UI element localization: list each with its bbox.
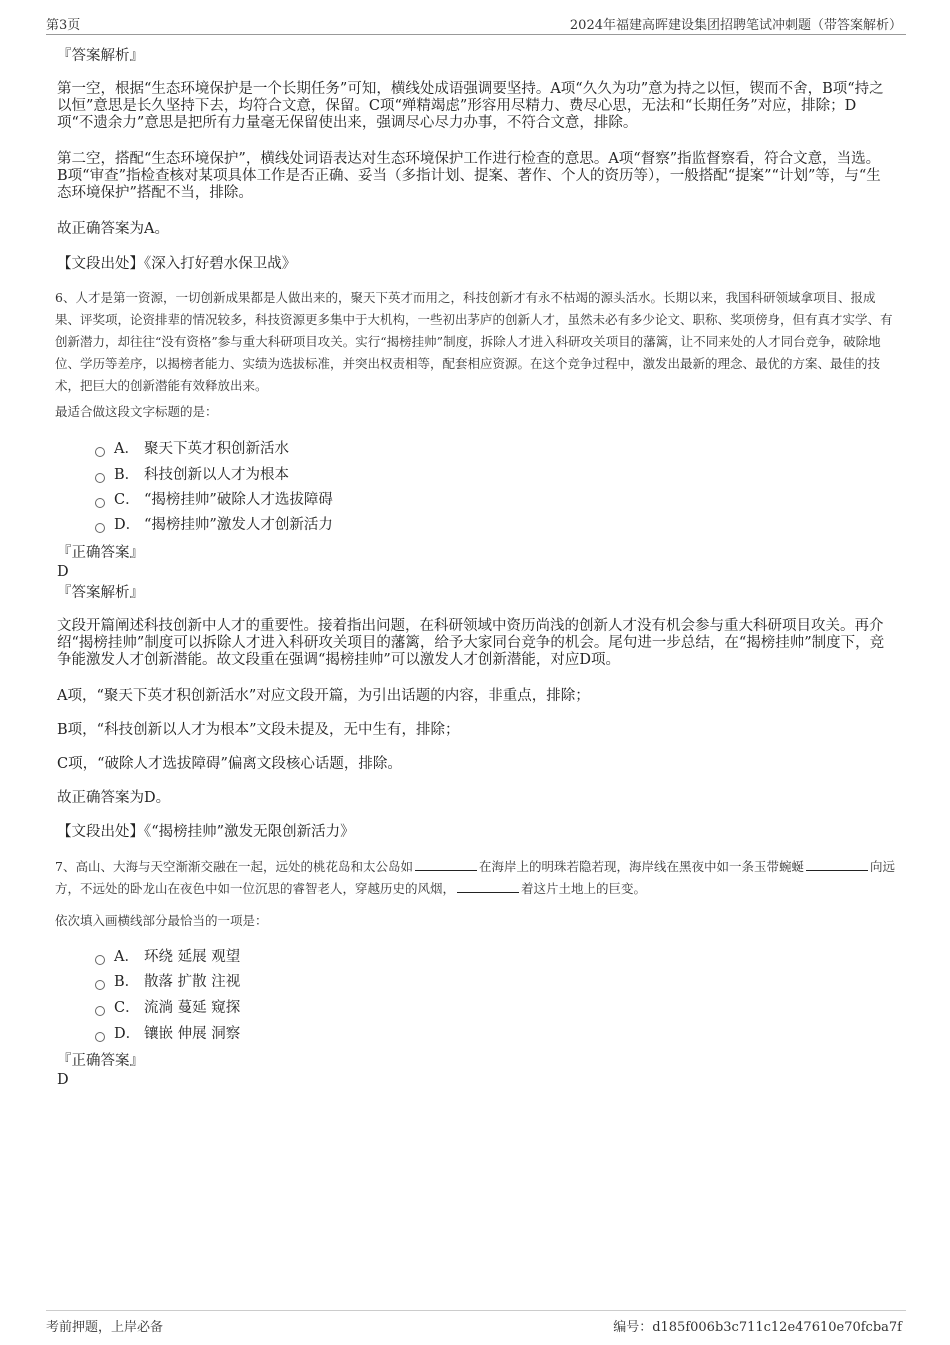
q7-option-a[interactable]: A． 环绕 延展 观望 — [95, 947, 240, 967]
q6-analysis-option-a: A项，“聚天下英才积创新活水”对应文段开篇，为引出话题的内容，非重点，排除； — [57, 688, 590, 704]
q6-option-c[interactable]: C． “揭榜挂帅”破除人才选拔障碍 — [95, 490, 333, 510]
radio-button-icon[interactable] — [95, 1006, 105, 1016]
q6-analysis-option-c: C项，“破除人才选拔障碍”偏离文段核心话题，排除。 — [57, 756, 402, 772]
q6-source: 【文段出处】《“揭榜挂帅”激发无限创新活力》 — [57, 824, 355, 840]
radio-button-icon[interactable] — [95, 523, 105, 533]
radio-button-icon[interactable] — [95, 1032, 105, 1042]
q5-analysis-label: 『答案解析』 — [57, 48, 144, 64]
radio-button-icon[interactable] — [95, 980, 105, 990]
q5-source: 【文段出处】《深入打好碧水保卫战》 — [57, 256, 297, 272]
q7-option-c[interactable]: C． 流淌 蔓延 窥探 — [95, 998, 240, 1018]
fill-blank-1 — [415, 858, 477, 871]
q6-option-d[interactable]: D． “揭榜挂帅”激发人才创新活力 — [95, 515, 333, 535]
q7-question: 依次填入画横线部分最恰当的一项是： — [55, 913, 268, 928]
page-footer — [46, 1310, 906, 1335]
q6-option-b[interactable]: B． 科技创新以人才为根本 — [95, 465, 289, 485]
q7-stem: 7、高山、大海与天空渐渐交融在一起，远处的桃花岛和太公岛如 在海岸上的明珠若隐若现，海岸线在黑夜中如一条玉带蜿蜒 向远方，不远处的卧龙山在夜色中如一位沉思的睿智老人，穿越历史的风烟， 着这片土地上的巨变。 — [55, 859, 895, 896]
q6-analysis-paragraph-1: 文段开篇阐述科技创新中人才的重要性。接着指出问题，在科研领域中资历尚浅的创新人才没有机会参与重大科研项目攻关。再介绍“揭榜挂帅”制度可以拆除人才进入科研攻关项目的藩篱，给予大家同台竞争的机会。尾句进一步总结，在“揭榜挂帅”制度下，竞争能激发人才创新潜能。故文段重在强调“揭榜挂帅”可以激发人才创新潜能，对应D项。 — [57, 618, 885, 668]
page-number: 第3页 — [46, 18, 81, 33]
radio-button-icon[interactable] — [95, 955, 105, 965]
q6-conclusion: 故正确答案为D。 — [57, 790, 171, 806]
q5-analysis-paragraph-1: 第一空，根据“生态环境保护是一个长期任务”可知，横线处成语强调要坚持。A项“久久为功”意为持之以恒，锲而不舍，B项“持之以恒”意思是长久坚持下去，均符合文意，保留。C项“殚精竭虑”形容用尽精力、费尽心思，无法和“长期任务”对应，排除；D项“不遗余力”意思是把所有力量毫无保留使出来，强调尽心尽力办事，不符合文意，排除。 — [57, 81, 884, 131]
q6-analysis-option-b: B项，“科技创新以人才为根本”文段未提及，无中生有，排除； — [57, 722, 460, 738]
q6-answer-label: 『正确答案』 — [57, 545, 144, 561]
q5-conclusion: 故正确答案为A。 — [57, 221, 169, 237]
q6-analysis-label: 『答案解析』 — [57, 585, 144, 601]
q5-analysis-paragraph-2: 第二空，搭配“生态环境保护”，横线处词语表达对生态环境保护工作进行检查的意思。A项“督察”指监督察看，符合文意，当选。B项“审查”指检查核对某项具体工作是否正确、妥当（多指计划、提案、著作、个人的资历等），一般搭配“提案”“计划”等，与“生态环境保护”搭配不当，排除。 — [57, 151, 881, 201]
fill-blank-3 — [457, 880, 519, 893]
q7-option-d[interactable]: D． 镶嵌 伸展 洞察 — [95, 1024, 240, 1044]
q7-option-b[interactable]: B． 散落 扩散 注视 — [95, 972, 240, 992]
radio-button-icon[interactable] — [95, 473, 105, 483]
fill-blank-2 — [806, 858, 868, 871]
q6-question: 最适合做这段文字标题的是： — [55, 404, 218, 419]
q6-answer: D — [57, 564, 69, 580]
radio-button-icon[interactable] — [95, 447, 105, 457]
page-header — [46, 12, 906, 35]
q7-answer: D — [57, 1072, 69, 1088]
footer-slogan: 考前押题，上岸必备 — [46, 1320, 164, 1335]
q7-answer-label: 『正确答案』 — [57, 1053, 144, 1069]
radio-button-icon[interactable] — [95, 498, 105, 508]
document-id: 编号：d185f006b3c711c12e47610e70fcba7f — [613, 1320, 902, 1335]
q6-option-a[interactable]: A． 聚天下英才积创新活水 — [95, 439, 289, 459]
document-title: 2024年福建高晖建设集团招聘笔试冲刺题（带答案解析） — [569, 18, 902, 33]
q6-stem: 6、人才是第一资源，一切创新成果都是人做出来的，聚天下英才而用之，科技创新才有永不枯竭的源头活水。长期以来，我国科研领域拿项目、报成果、评奖项，论资排辈的情况较多，科技资源更多集中于大机构，一些初出茅庐的创新人才，虽然未必有多少论文、职称、奖项傍身，但有真才实学、有创新潜力，却往往“没有资格”参与重大科研项目攻关。实行“揭榜挂帅”制度，拆除人才进入科研攻关项目的藩篱，让不同来处的人才同台竞争，破除地位、学历等差序，以揭榜者能力、实绩为选拔标准，并突出权责相等，配套相应资源。在这个竞争过程中，激发出最新的理念、最优的方案、最佳的技术，把巨大的创新潜能有效释放出来。 — [55, 290, 893, 393]
